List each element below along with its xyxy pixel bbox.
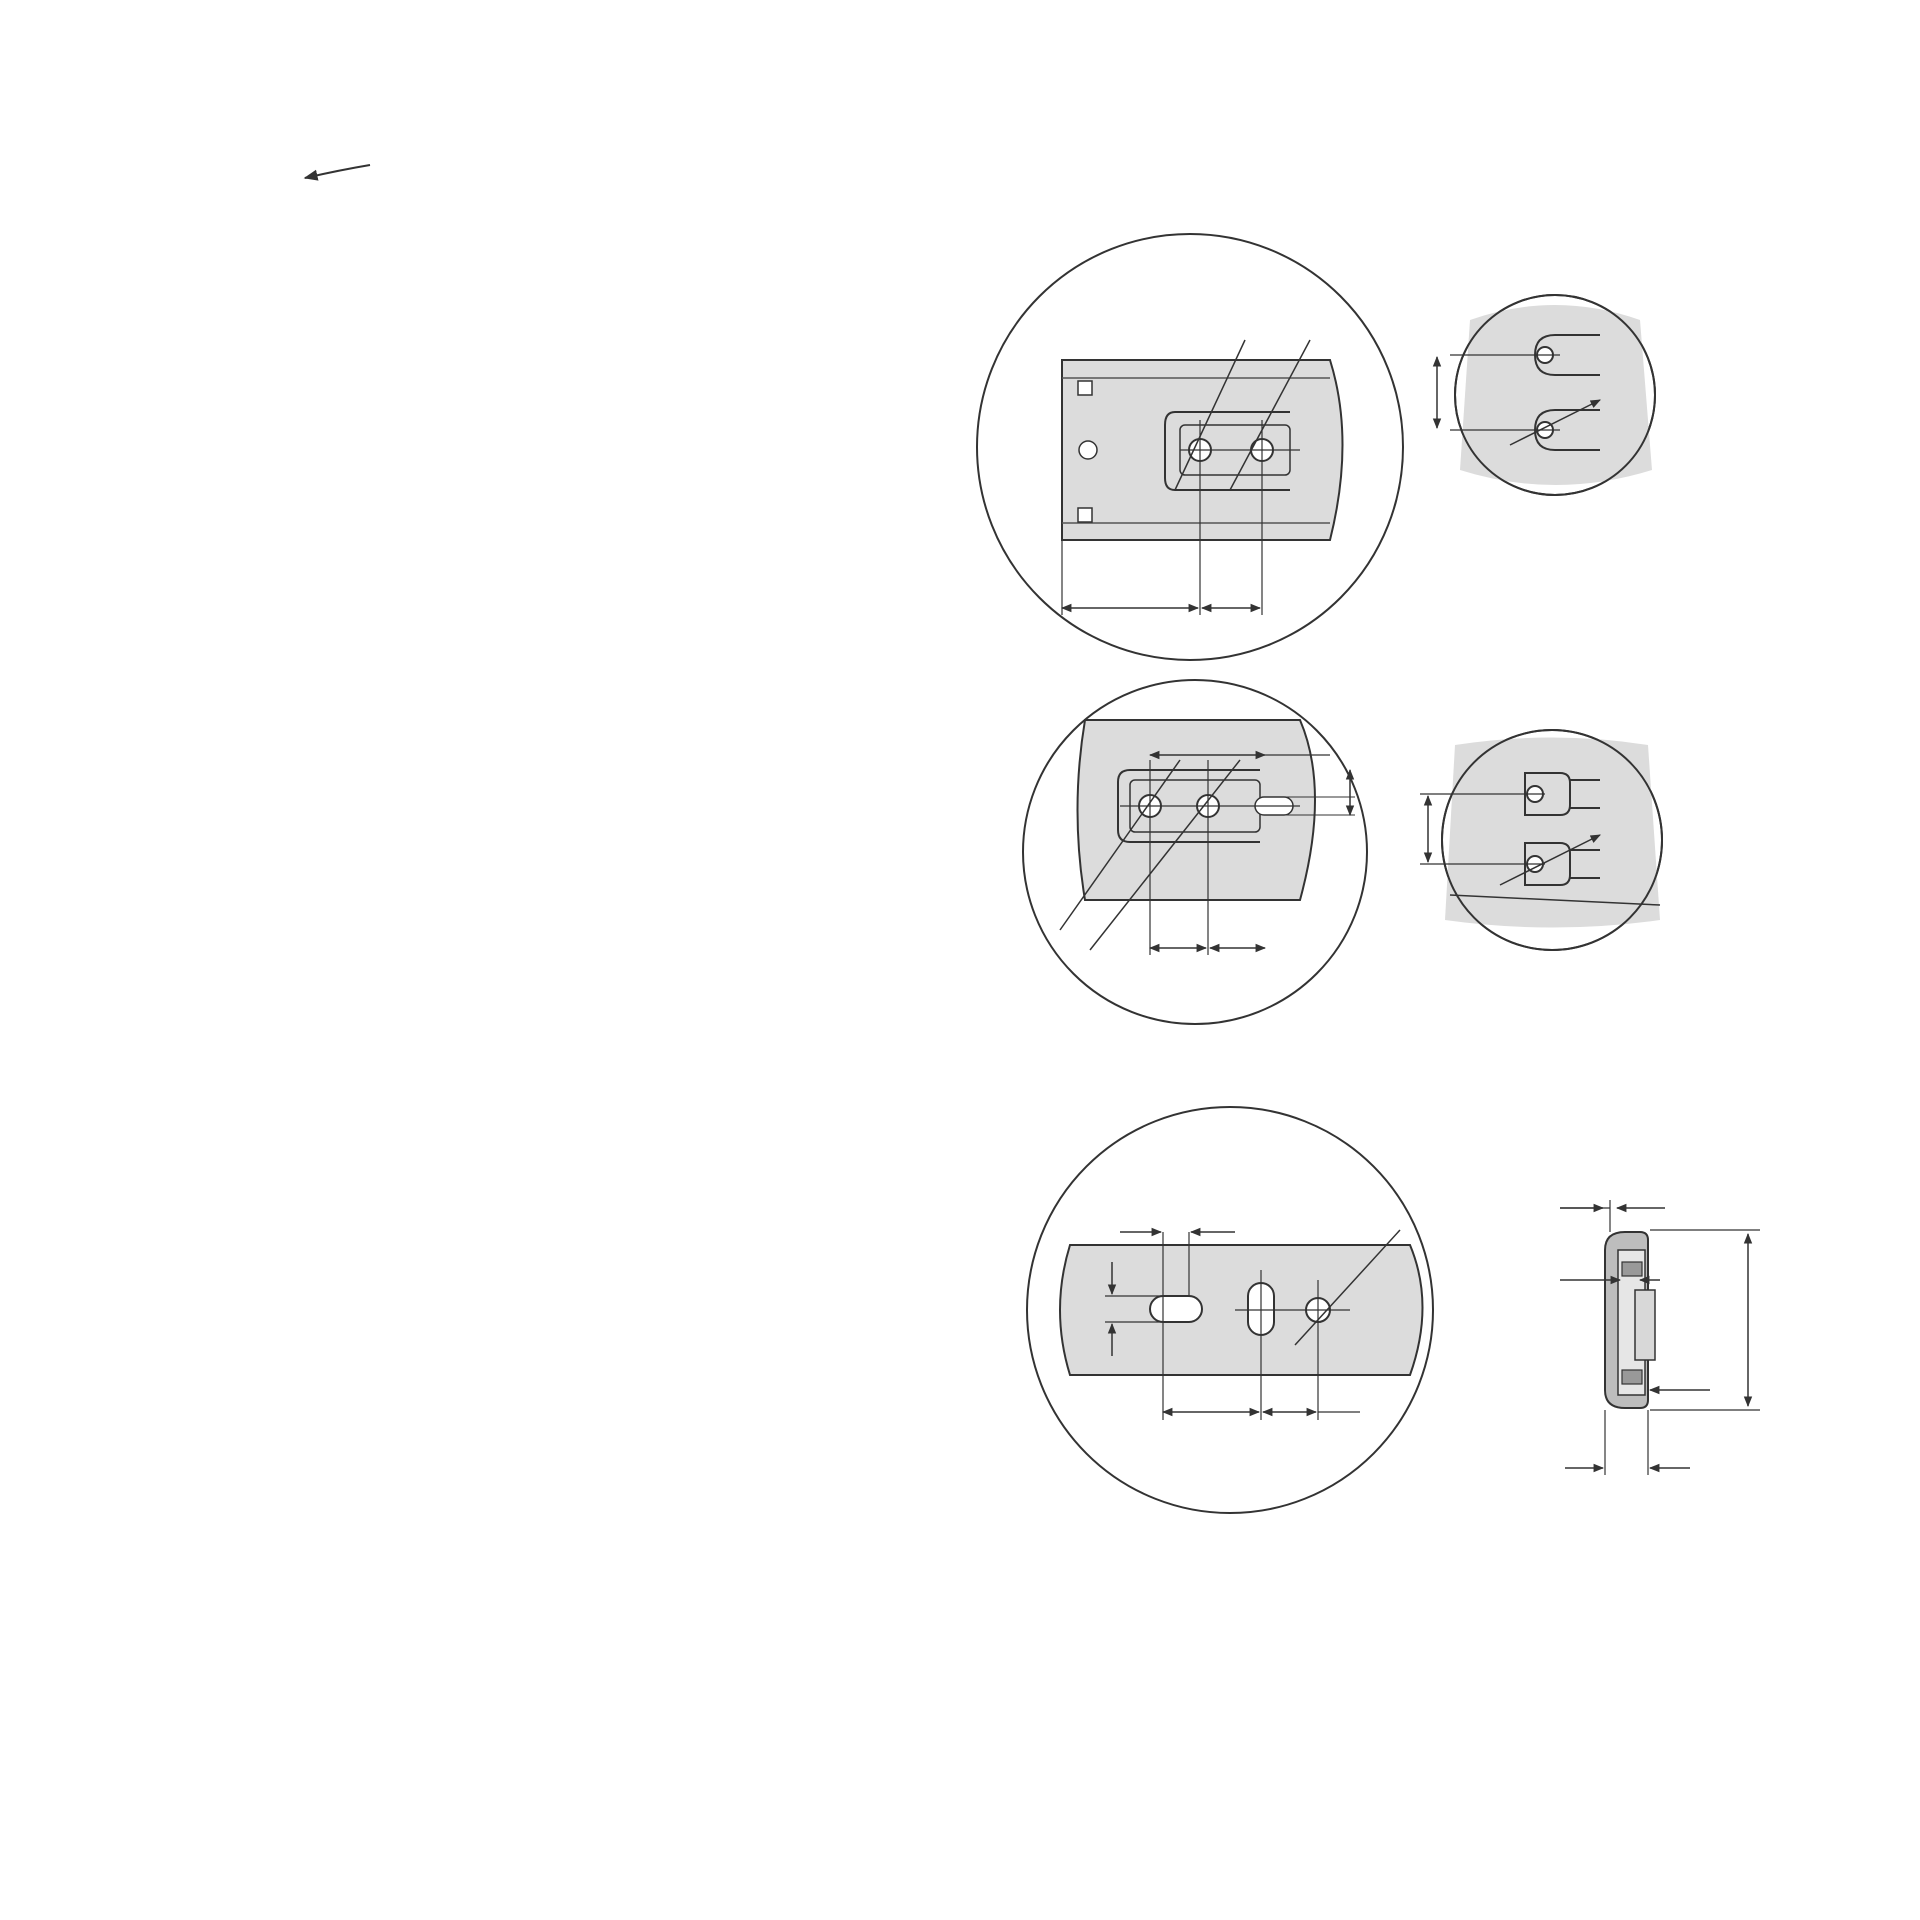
cabinet-edge-pointer (305, 165, 370, 178)
detail-circle-4 (1420, 730, 1662, 950)
detail-circle-2 (1437, 295, 1655, 495)
detail-circle-1 (977, 234, 1403, 660)
detail-circle-3 (1023, 680, 1367, 1024)
detail-circle-5 (1027, 1107, 1433, 1513)
slide-profile (1560, 1200, 1760, 1475)
